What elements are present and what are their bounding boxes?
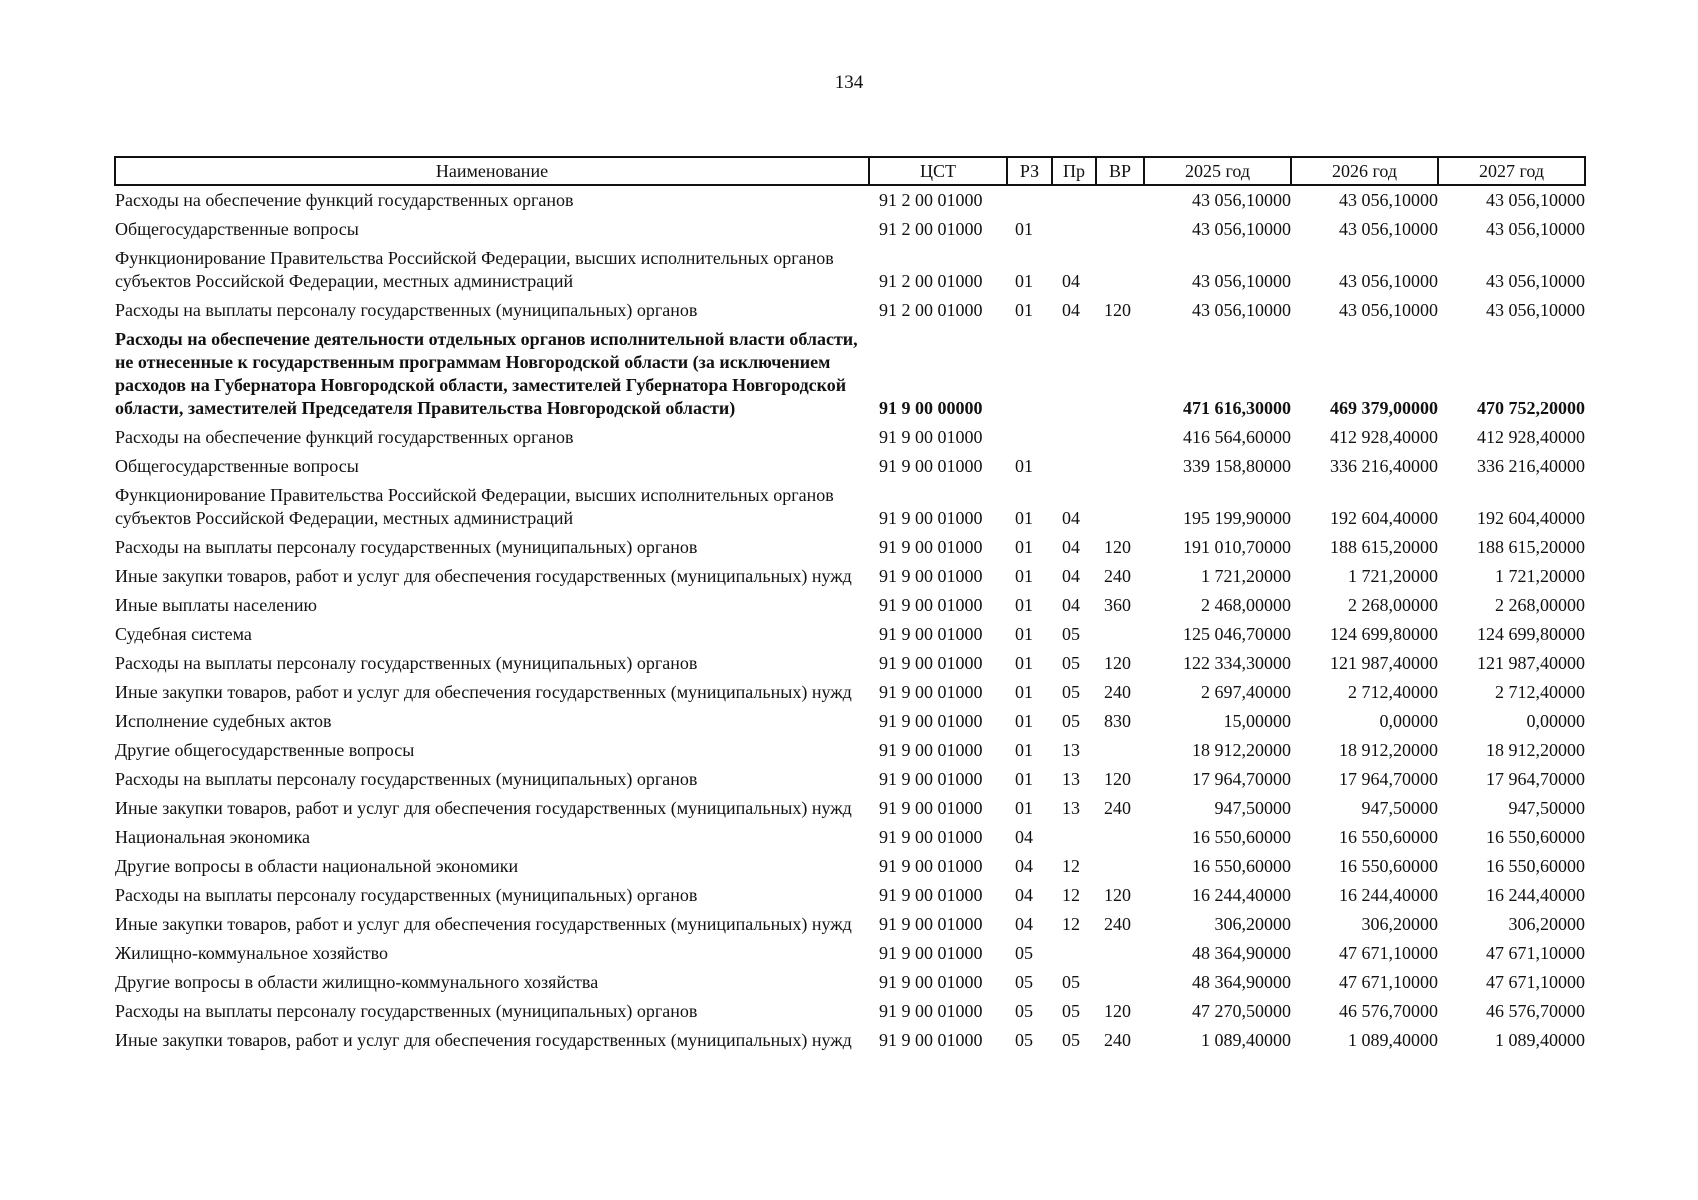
cell-cst: 91 2 00 01000 (879, 219, 983, 239)
cell-year-2027: 124 699,80000 (1477, 624, 1585, 644)
cell-year-2027: 16 244,40000 (1486, 885, 1585, 905)
table-row (115, 296, 1585, 325)
cell-pr (1052, 939, 1096, 968)
cell-name: Другие общегосударственные вопросы (115, 740, 415, 760)
cell-rz: 01 (1015, 537, 1033, 557)
cell-rz: 01 (1015, 682, 1033, 702)
cell-name: Другие вопросы в области жилищно-коммунального хозяйства (115, 972, 599, 992)
cell-rz: 01 (1015, 271, 1033, 291)
cell-vr (1096, 823, 1144, 852)
cell-pr: 05 (1062, 1030, 1080, 1050)
cell-year-2026: 17 964,70000 (1339, 769, 1438, 789)
cell-name: Расходы на обеспечение функций государственных органов (115, 427, 574, 447)
cell-year-2026: 1 089,40000 (1348, 1030, 1438, 1050)
header-pr: Пр (1052, 157, 1096, 185)
cell-rz: 04 (1015, 914, 1033, 934)
cell-year-2026: 124 699,80000 (1330, 624, 1438, 644)
cell-pr: 04 (1062, 537, 1080, 557)
cell-cst: 91 9 00 01000 (879, 456, 983, 476)
cell-year-2027: 470 752,20000 (1477, 398, 1585, 418)
table-row (115, 765, 1585, 794)
cell-rz: 05 (1015, 1030, 1033, 1050)
cell-rz: 01 (1015, 300, 1033, 320)
cell-year-2026: 16 244,40000 (1339, 885, 1438, 905)
cell-pr: 05 (1062, 1001, 1080, 1021)
cell-pr (1052, 325, 1096, 423)
cell-vr (1096, 968, 1144, 997)
header-vr: ВР (1096, 157, 1144, 185)
cell-vr: 240 (1104, 1030, 1131, 1050)
cell-year-2026: 2 268,00000 (1348, 595, 1438, 615)
cell-year-2025: 471 616,30000 (1183, 398, 1291, 418)
cell-year-2027: 43 056,10000 (1486, 300, 1585, 320)
cell-year-2025: 195 199,90000 (1183, 508, 1291, 528)
cell-vr: 120 (1104, 885, 1131, 905)
cell-year-2027: 18 912,20000 (1486, 740, 1585, 760)
cell-cst: 91 9 00 01000 (879, 827, 983, 847)
cell-name: Функционирование Правительства Российской Федерации, высших исполнительных органов субъектов Российской Федерации, местных администраций (115, 248, 834, 291)
cell-year-2026: 43 056,10000 (1339, 271, 1438, 291)
cell-cst: 91 9 00 01000 (879, 595, 983, 615)
table-row (115, 794, 1585, 823)
cell-year-2026: 469 379,00000 (1330, 398, 1438, 418)
cell-vr (1096, 452, 1144, 481)
cell-year-2026: 121 987,40000 (1330, 653, 1438, 673)
cell-name: Иные закупки товаров, работ и услуг для обеспечения государственных (муниципальных) нужд (115, 1030, 852, 1050)
table-row (115, 620, 1585, 649)
cell-vr: 120 (1104, 769, 1131, 789)
table-body (115, 185, 1585, 1055)
cell-year-2026: 0,00000 (1379, 711, 1438, 731)
table-row (115, 852, 1585, 881)
cell-rz: 01 (1015, 624, 1033, 644)
table-row (115, 533, 1585, 562)
cell-vr (1096, 215, 1144, 244)
cell-year-2025: 1 721,20000 (1201, 566, 1291, 586)
table-row (115, 707, 1585, 736)
cell-name: Национальная экономика (115, 827, 310, 847)
cell-year-2027: 1 089,40000 (1495, 1030, 1585, 1050)
cell-year-2027: 16 550,60000 (1486, 856, 1585, 876)
cell-name: Функционирование Правительства Российской Федерации, высших исполнительных органов субъектов Российской Федерации, местных администраций (115, 485, 834, 528)
cell-rz: 01 (1015, 711, 1033, 731)
header-cst: ЦСТ (869, 157, 1007, 185)
cell-rz: 01 (1015, 508, 1033, 528)
cell-year-2027: 2 712,40000 (1495, 682, 1585, 702)
cell-pr (1052, 823, 1096, 852)
cell-vr: 120 (1104, 537, 1131, 557)
cell-year-2027: 2 268,00000 (1495, 595, 1585, 615)
cell-name: Судебная система (115, 624, 252, 644)
table-row (115, 452, 1585, 481)
cell-year-2025: 43 056,10000 (1192, 271, 1291, 291)
table-row (115, 185, 1585, 215)
cell-rz (1007, 423, 1052, 452)
cell-vr: 120 (1104, 1001, 1131, 1021)
cell-rz: 01 (1015, 769, 1033, 789)
cell-name: Расходы на выплаты персоналу государственных (муниципальных) органов (115, 769, 698, 789)
cell-year-2025: 48 364,90000 (1192, 972, 1291, 992)
cell-name: Другие вопросы в области национальной экономики (115, 856, 519, 876)
cell-year-2027: 306,20000 (1508, 914, 1585, 934)
cell-name: Иные закупки товаров, работ и услуг для обеспечения государственных (муниципальных) нужд (115, 682, 852, 702)
cell-cst: 91 9 00 01000 (879, 653, 983, 673)
cell-cst: 91 9 00 01000 (879, 856, 983, 876)
cell-cst: 91 9 00 01000 (879, 682, 983, 702)
cell-pr: 05 (1062, 682, 1080, 702)
cell-cst: 91 2 00 01000 (879, 190, 983, 210)
cell-pr: 05 (1062, 624, 1080, 644)
table-row (115, 649, 1585, 678)
cell-vr: 240 (1104, 798, 1131, 818)
cell-year-2025: 43 056,10000 (1192, 219, 1291, 239)
cell-rz: 04 (1015, 885, 1033, 905)
cell-cst: 91 9 00 01000 (879, 624, 983, 644)
cell-year-2026: 1 721,20000 (1348, 566, 1438, 586)
cell-vr (1096, 244, 1144, 296)
header-2027: 2027 год (1438, 157, 1585, 185)
cell-year-2025: 47 270,50000 (1192, 1001, 1291, 1021)
cell-year-2026: 43 056,10000 (1339, 190, 1438, 210)
cell-rz: 05 (1015, 1001, 1033, 1021)
cell-year-2025: 416 564,60000 (1183, 427, 1291, 447)
cell-vr: 120 (1104, 300, 1131, 320)
table-row (115, 481, 1585, 533)
cell-name: Расходы на выплаты персоналу государственных (муниципальных) органов (115, 300, 698, 320)
cell-vr (1096, 185, 1144, 215)
cell-year-2027: 121 987,40000 (1477, 653, 1585, 673)
table-row (115, 423, 1585, 452)
cell-name: Расходы на обеспечение функций государственных органов (115, 190, 574, 210)
cell-rz: 01 (1015, 740, 1033, 760)
table-row (115, 736, 1585, 765)
table-row (115, 1026, 1585, 1055)
cell-cst: 91 2 00 01000 (879, 271, 983, 291)
cell-year-2027: 412 928,40000 (1477, 427, 1585, 447)
cell-vr: 240 (1104, 914, 1131, 934)
cell-year-2027: 46 576,70000 (1486, 1001, 1585, 1021)
cell-year-2027: 43 056,10000 (1486, 219, 1585, 239)
cell-cst: 91 9 00 01000 (879, 914, 983, 934)
cell-name: Расходы на выплаты персоналу государственных (муниципальных) органов (115, 653, 698, 673)
cell-vr (1096, 325, 1144, 423)
cell-pr: 05 (1062, 972, 1080, 992)
cell-cst: 91 9 00 01000 (879, 508, 983, 528)
cell-year-2025: 18 912,20000 (1192, 740, 1291, 760)
table-row (115, 968, 1585, 997)
cell-year-2026: 188 615,20000 (1330, 537, 1438, 557)
header-rz: РЗ (1007, 157, 1052, 185)
cell-pr: 13 (1062, 740, 1080, 760)
cell-vr: 360 (1104, 595, 1131, 615)
cell-year-2027: 188 615,20000 (1477, 537, 1585, 557)
cell-vr (1096, 620, 1144, 649)
cell-year-2025: 191 010,70000 (1183, 537, 1291, 557)
cell-name: Жилищно-коммунальное хозяйство (115, 943, 389, 963)
cell-rz: 05 (1015, 972, 1033, 992)
cell-cst: 91 9 00 01000 (879, 537, 983, 557)
cell-vr (1096, 736, 1144, 765)
cell-cst: 91 9 00 01000 (879, 711, 983, 731)
cell-cst: 91 9 00 01000 (879, 798, 983, 818)
cell-cst: 91 9 00 01000 (879, 427, 983, 447)
cell-year-2026: 192 604,40000 (1330, 508, 1438, 528)
cell-year-2025: 125 046,70000 (1183, 624, 1291, 644)
cell-year-2027: 43 056,10000 (1486, 190, 1585, 210)
cell-year-2027: 47 671,10000 (1486, 943, 1585, 963)
cell-year-2025: 2 468,00000 (1201, 595, 1291, 615)
cell-pr (1052, 423, 1096, 452)
cell-year-2026: 47 671,10000 (1339, 972, 1438, 992)
cell-name: Общегосударственные вопросы (115, 219, 359, 239)
cell-year-2026: 43 056,10000 (1339, 300, 1438, 320)
cell-year-2026: 306,20000 (1361, 914, 1438, 934)
cell-rz (1007, 325, 1052, 423)
cell-name: Исполнение судебных актов (115, 711, 332, 731)
cell-name: Общегосударственные вопросы (115, 456, 359, 476)
cell-year-2025: 17 964,70000 (1192, 769, 1291, 789)
cell-pr: 12 (1062, 856, 1080, 876)
cell-year-2027: 43 056,10000 (1486, 271, 1585, 291)
cell-cst: 91 9 00 01000 (879, 1030, 983, 1050)
cell-vr (1096, 481, 1144, 533)
cell-cst: 91 2 00 01000 (879, 300, 983, 320)
cell-year-2026: 16 550,60000 (1339, 856, 1438, 876)
cell-vr: 120 (1104, 653, 1131, 673)
cell-vr (1096, 939, 1144, 968)
cell-year-2025: 947,50000 (1214, 798, 1291, 818)
cell-year-2025: 48 364,90000 (1192, 943, 1291, 963)
cell-year-2025: 16 550,60000 (1192, 827, 1291, 847)
cell-cst: 91 9 00 01000 (879, 566, 983, 586)
cell-year-2026: 16 550,60000 (1339, 827, 1438, 847)
table-row (115, 678, 1585, 707)
cell-pr: 12 (1062, 914, 1080, 934)
cell-pr (1052, 215, 1096, 244)
cell-year-2027: 16 550,60000 (1486, 827, 1585, 847)
cell-year-2025: 43 056,10000 (1192, 300, 1291, 320)
cell-year-2027: 947,50000 (1508, 798, 1585, 818)
cell-rz: 04 (1015, 856, 1033, 876)
cell-vr (1096, 423, 1144, 452)
table-row (115, 910, 1585, 939)
cell-rz: 01 (1015, 566, 1033, 586)
cell-year-2025: 2 697,40000 (1201, 682, 1291, 702)
cell-rz: 01 (1015, 653, 1033, 673)
cell-name: Иные выплаты населению (115, 595, 317, 615)
table-row (115, 881, 1585, 910)
cell-year-2027: 0,00000 (1526, 711, 1585, 731)
budget-table (114, 156, 1586, 1055)
table-header-row (115, 157, 1585, 185)
table-row (115, 939, 1585, 968)
cell-cst: 91 9 00 01000 (879, 769, 983, 789)
cell-pr: 04 (1062, 595, 1080, 615)
cell-cst: 91 9 00 01000 (879, 972, 983, 992)
cell-name: Расходы на выплаты персоналу государственных (муниципальных) органов (115, 537, 698, 557)
table-row (115, 325, 1585, 423)
cell-year-2025: 16 244,40000 (1192, 885, 1291, 905)
cell-year-2026: 18 912,20000 (1339, 740, 1438, 760)
cell-year-2025: 339 158,80000 (1183, 456, 1291, 476)
cell-pr: 05 (1062, 711, 1080, 731)
cell-vr (1096, 852, 1144, 881)
cell-year-2026: 43 056,10000 (1339, 219, 1438, 239)
cell-pr: 04 (1062, 566, 1080, 586)
table-row (115, 823, 1585, 852)
header-2025: 2025 год (1144, 157, 1291, 185)
cell-cst: 91 9 00 01000 (879, 1001, 983, 1021)
cell-rz (1007, 185, 1052, 215)
table-row (115, 997, 1585, 1026)
table-row (115, 244, 1585, 296)
cell-year-2027: 336 216,40000 (1477, 456, 1585, 476)
cell-year-2026: 46 576,70000 (1339, 1001, 1438, 1021)
cell-name: Иные закупки товаров, работ и услуг для обеспечения государственных (муниципальных) нужд (115, 914, 852, 934)
cell-year-2025: 15,00000 (1223, 711, 1291, 731)
cell-rz: 05 (1015, 943, 1033, 963)
cell-rz: 01 (1015, 219, 1033, 239)
table-row (115, 215, 1585, 244)
cell-vr: 240 (1104, 566, 1131, 586)
cell-rz: 01 (1015, 798, 1033, 818)
cell-pr (1052, 452, 1096, 481)
cell-rz: 04 (1015, 827, 1033, 847)
cell-cst: 91 9 00 01000 (879, 943, 983, 963)
cell-pr (1052, 185, 1096, 215)
cell-year-2026: 412 928,40000 (1330, 427, 1438, 447)
cell-pr: 13 (1062, 798, 1080, 818)
cell-name: Расходы на выплаты персоналу государственных (муниципальных) органов (115, 885, 698, 905)
cell-pr: 05 (1062, 653, 1080, 673)
cell-vr: 830 (1104, 711, 1131, 731)
cell-year-2026: 2 712,40000 (1348, 682, 1438, 702)
cell-year-2025: 1 089,40000 (1201, 1030, 1291, 1050)
cell-pr: 04 (1062, 271, 1080, 291)
cell-name: Расходы на обеспечение деятельности отдельных органов исполнительной власти области, не отнесенные к государственным программам Новгородской области (за исключением расходов на Губернатора Новгородской области, заместителей Губернатора Новгородской области, заместителей Председателя Правительства Новгородской области) (115, 329, 858, 418)
cell-year-2026: 336 216,40000 (1330, 456, 1438, 476)
cell-year-2027: 192 604,40000 (1477, 508, 1585, 528)
cell-cst: 91 9 00 01000 (879, 885, 983, 905)
cell-year-2027: 17 964,70000 (1486, 769, 1585, 789)
cell-year-2025: 122 334,30000 (1183, 653, 1291, 673)
cell-pr: 04 (1062, 508, 1080, 528)
cell-cst: 91 9 00 00000 (879, 398, 983, 418)
cell-rz: 01 (1015, 595, 1033, 615)
page-number: 134 (834, 72, 864, 93)
cell-cst: 91 9 00 01000 (879, 740, 983, 760)
cell-name: Иные закупки товаров, работ и услуг для обеспечения государственных (муниципальных) нужд (115, 798, 852, 818)
cell-year-2025: 16 550,60000 (1192, 856, 1291, 876)
cell-pr: 12 (1062, 885, 1080, 905)
cell-year-2027: 47 671,10000 (1486, 972, 1585, 992)
cell-vr: 240 (1104, 682, 1131, 702)
cell-pr: 04 (1062, 300, 1080, 320)
table-row (115, 591, 1585, 620)
cell-pr: 13 (1062, 769, 1080, 789)
header-2026: 2026 год (1291, 157, 1438, 185)
cell-year-2025: 306,20000 (1214, 914, 1291, 934)
cell-name: Расходы на выплаты персоналу государственных (муниципальных) органов (115, 1001, 698, 1021)
cell-year-2026: 47 671,10000 (1339, 943, 1438, 963)
cell-year-2026: 947,50000 (1361, 798, 1438, 818)
table-row (115, 562, 1585, 591)
cell-rz: 01 (1015, 456, 1033, 476)
cell-name: Иные закупки товаров, работ и услуг для обеспечения государственных (муниципальных) нужд (115, 566, 852, 586)
header-name: Наименование (115, 157, 869, 185)
cell-year-2027: 1 721,20000 (1495, 566, 1585, 586)
cell-year-2025: 43 056,10000 (1192, 190, 1291, 210)
